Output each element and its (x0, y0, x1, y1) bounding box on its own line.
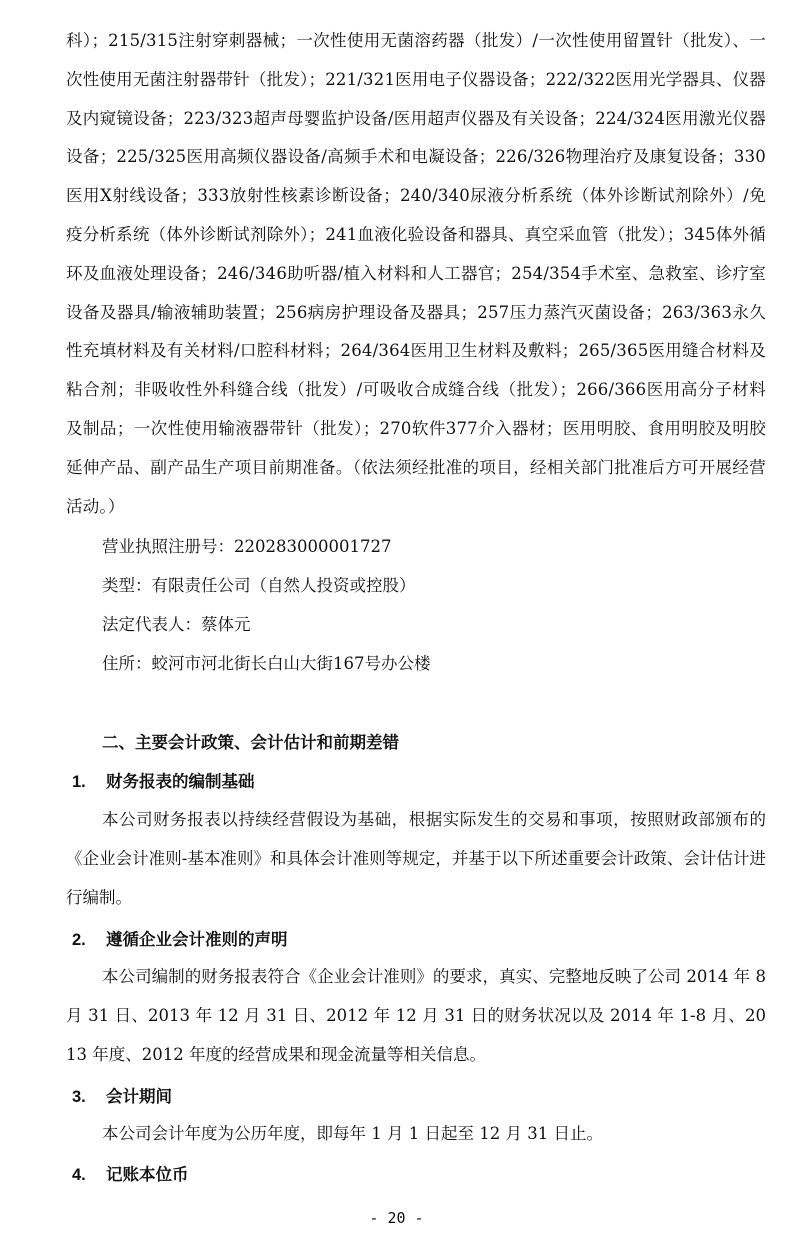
subsection-heading-2 (72, 929, 288, 951)
subsection-body-3: 本公司会计年度为公历年度，即每年 1 月 1 日起至 12 月 31 日止。 (102, 1124, 603, 1143)
legal-representative-line (102, 614, 251, 636)
subsection-number: 2. (72, 931, 86, 949)
subsection-number: 4. (72, 1166, 86, 1184)
subsection-heading-4 (72, 1164, 189, 1186)
company-type-label: 类型： (102, 576, 152, 595)
business-scope-paragraph: 科）；215/315注射穿刺器械；一次性使用无菌溶药器（批发）/一次性使用留置针（批发）、一次性使用无菌注射器带针（批发）；221/321医用电子仪器设备；222/322医用光学器具、仪器及内窥镜设备；223/323超声母婴监护设备/医用超声仪器及有关设备；224/324医用激光仪器设备；225/325医用高频仪器设备/高频手术和电凝设备；226/326物理治疗及康复设备；330医用X射线设备；333放射性核素诊断设备；240/340尿液分析系统（体外诊断试剂除外）/免疫分析系统（体外诊断试剂除外）；241血液化验设备和器具、真空采血管（批发）；345体外循环及血液处理设备；246/346助听器/植入材料和人工器官；254/354手术室、急救室、诊疗室设备及器具/输液辅助装置；256病房护理设备及器具；257压力蒸汽灭菌设备；263/363永久性充填材料及有关材料/口腔科材料；264/364医用卫生材料及敷料；265/365医用缝合材料及粘合剂；非吸收性外科缝合线（批发）/可吸收合成缝合线（批发）；266/366医用高分子材料及制品；一次性使用输液器带针（批发）；270软件377介入器材；医用明胶、食用明胶及明胶延伸产品、副产品生产项目前期准备。（依法须经批准的项目，经相关部门批准后方可开展经营活动。） (66, 31, 766, 516)
registration-number-line (102, 536, 391, 558)
address-line (102, 653, 431, 675)
legal-representative-label: 法定代表人： (102, 615, 201, 634)
company-type-line (102, 575, 416, 597)
subsection-title: 遵循企业会计准则的声明 (106, 930, 288, 949)
registration-number-label: 营业执照注册号： (102, 537, 234, 556)
legal-representative-value: 蔡体元 (201, 615, 251, 634)
registration-number-value: 220283000001727 (234, 537, 392, 556)
subsection-body-1: 本公司财务报表以持续经营假设为基础，根据实际发生的交易和事项，按照财政部颁布的《企业会计准则-基本准则》和具体会计准则等规定，并基于以下所述重要会计政策、会计估计进行编制。 (66, 810, 766, 907)
subsection-title: 财务报表的编制基础 (106, 772, 255, 791)
subsection-number: 1. (72, 773, 86, 791)
subsection-title: 会计期间 (106, 1087, 172, 1106)
address-value: 蛟河市河北街长白山大街167号办公楼 (151, 654, 431, 673)
company-type-value: 有限责任公司（自然人投资或控股） (151, 576, 416, 595)
page-number: - 20 - (369, 1209, 424, 1227)
address-label: 住所： (102, 654, 152, 673)
subsection-title: 记账本位币 (106, 1165, 189, 1184)
subsection-body-2: 本公司编制的财务报表符合《企业会计准则》的要求，真实、完整地反映了公司 2014 年 8 月 31 日、2013 年 12 月 31 日、2012 年 12 月 31 日的财务状况以及 2014 年 1-8 月、2013 年度、2012 年度的经营成果和现金流量等相关信息。 (66, 967, 766, 1064)
subsection-heading-3 (72, 1086, 172, 1108)
subsection-heading-1 (72, 771, 255, 793)
subsection-number: 3. (72, 1088, 86, 1106)
section-heading: 二、主要会计政策、会计估计和前期差错 (102, 733, 399, 752)
